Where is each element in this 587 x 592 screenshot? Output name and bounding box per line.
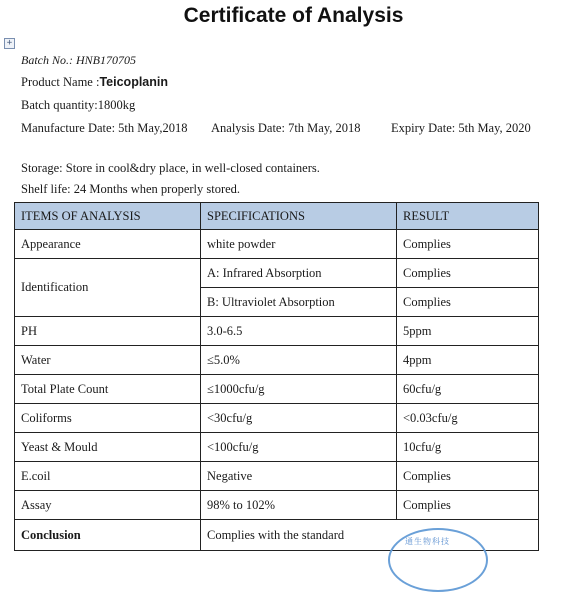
spec-cell: 98% to 102% [201, 491, 397, 520]
column-header-specifications: SPECIFICATIONS [201, 203, 397, 230]
table-row [15, 375, 539, 404]
item-cell: Appearance [15, 230, 201, 259]
result-cell: Complies [397, 491, 539, 520]
conclusion-label: Conclusion [15, 520, 201, 551]
item-cell: Identification [15, 259, 201, 317]
column-header-result: RESULT [397, 203, 539, 230]
spec-cell: Negative [201, 462, 397, 491]
spec-cell: ≤5.0% [201, 346, 397, 375]
table-row [15, 317, 539, 346]
table-row [15, 230, 539, 259]
item-cell: PH [15, 317, 201, 346]
item-cell: Total Plate Count [15, 375, 201, 404]
result-cell: 5ppm [397, 317, 539, 346]
analysis-date: Analysis Date: 7th May, 2018 [211, 121, 361, 135]
column-header-items: ITEMS OF ANALYSIS [15, 203, 201, 230]
item-cell: Coliforms [15, 404, 201, 433]
conclusion-value: Complies with the standard [201, 520, 539, 551]
table-move-handle-icon[interactable]: + [4, 38, 15, 49]
result-cell: <0.03cfu/g [397, 404, 539, 433]
manufacture-date: Manufacture Date: 5th May,2018 [21, 121, 188, 135]
batch-number: Batch No.: HNB170705 [21, 53, 136, 67]
document-title: Certificate of Analysis [183, 4, 404, 27]
result-cell: 10cfu/g [397, 433, 539, 462]
result-cell: Complies [397, 230, 539, 259]
result-cell: Complies [397, 288, 539, 317]
item-cell: Assay [15, 491, 201, 520]
table-row [15, 491, 539, 520]
spec-cell: B: Ultraviolet Absorption [201, 288, 397, 317]
table-row [15, 346, 539, 375]
storage-note: Storage: Store in cool&dry place, in well-closed containers. [21, 161, 320, 175]
spec-cell: A: Infrared Absorption [201, 259, 397, 288]
item-cell: E.coil [15, 462, 201, 491]
spec-cell: <100cfu/g [201, 433, 397, 462]
table-row [15, 259, 539, 288]
batch-quantity: Batch quantity:1800kg [21, 98, 136, 112]
item-cell: Water [15, 346, 201, 375]
product-name-line [21, 75, 168, 90]
expiry-date: Expiry Date: 5th May, 2020 [391, 121, 531, 135]
result-cell: Complies [397, 259, 539, 288]
spec-cell: <30cfu/g [201, 404, 397, 433]
table-row [15, 462, 539, 491]
table-header-row [15, 203, 539, 230]
product-name-label: Product Name : [21, 75, 100, 89]
spec-cell: 3.0-6.5 [201, 317, 397, 346]
spec-cell: white powder [201, 230, 397, 259]
shelf-life-note: Shelf life: 24 Months when properly stored. [21, 182, 241, 196]
company-stamp-text: 通生物科技 [405, 537, 450, 546]
result-cell: 4ppm [397, 346, 539, 375]
table-row [15, 433, 539, 462]
table-row [15, 404, 539, 433]
analysis-table [14, 202, 539, 551]
item-cell: Yeast & Mould [15, 433, 201, 462]
spec-cell: ≤1000cfu/g [201, 375, 397, 404]
result-cell: Complies [397, 462, 539, 491]
product-name-value: Teicoplanin [99, 75, 168, 89]
result-cell: 60cfu/g [397, 375, 539, 404]
